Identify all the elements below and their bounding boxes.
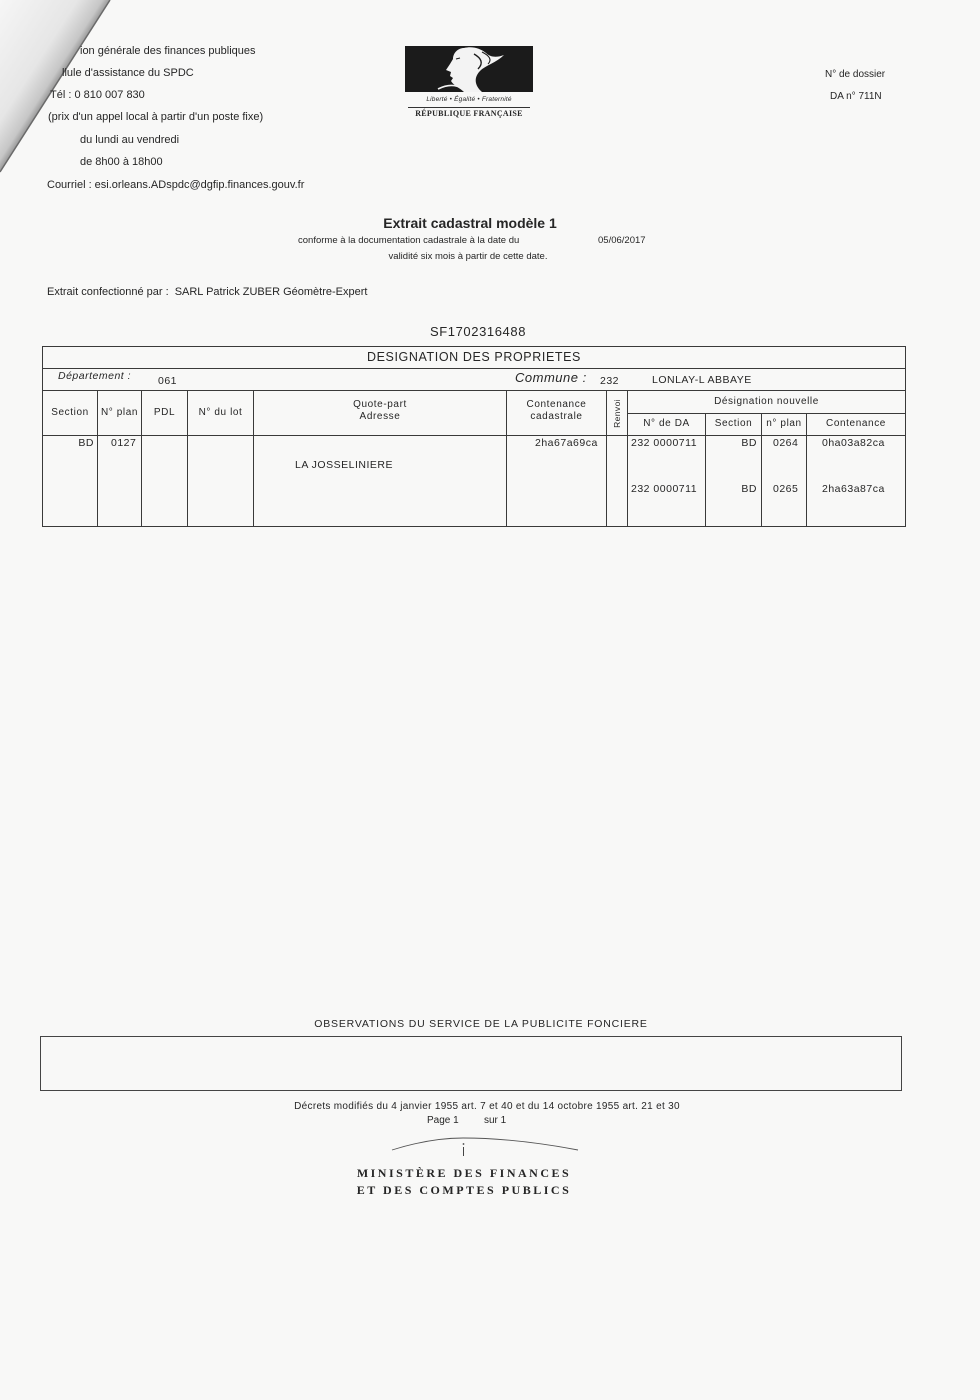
new-parcel-plan: 0265 <box>773 483 799 495</box>
new-parcel-plan: 0264 <box>773 437 799 449</box>
table-rule <box>43 368 905 369</box>
new-parcel-contenance: 0ha03a82ca <box>822 437 885 449</box>
page-number: Page 1 <box>427 1115 459 1126</box>
col-header-quote-part-label: Quote-part <box>353 398 407 410</box>
property-designation-table <box>42 346 906 527</box>
document-title: Extrait cadastral modèle 1 <box>383 215 557 231</box>
parcel-adresse: LA JOSSELINIERE <box>295 459 393 471</box>
col-header-plan <box>98 391 141 435</box>
admin-line-email: Courriel : esi.orleans.ADspdc@dgfip.finances.gouv.fr <box>47 179 305 191</box>
republique-francaise-logo <box>404 45 534 123</box>
new-parcel-section: BD <box>741 483 757 495</box>
marianne-emblem-icon <box>404 45 534 93</box>
col-header-new-plan <box>762 414 806 435</box>
col-header-new-plan-label: n° plan <box>766 418 802 430</box>
extract-reference: SF1702316488 <box>429 324 527 339</box>
dossier-number: DA n° 711N <box>830 91 882 102</box>
admin-line-unit: llule d'assistance du SPDC <box>62 67 194 79</box>
ministry-ornament-icon <box>385 1132 585 1162</box>
new-parcel-contenance: 2ha63a87ca <box>822 483 885 495</box>
observations-title: OBSERVATIONS DU SERVICE DE LA PUBLICITE FONCIERE <box>314 1018 648 1030</box>
ministry-name-line1: MINISTÈRE DES FINANCES <box>356 1166 572 1180</box>
table-caption: DESIGNATION DES PROPRIETES <box>366 349 581 364</box>
col-header-section-label: Section <box>51 406 89 418</box>
parcel-section: BD <box>78 437 94 449</box>
col-header-new-contenance <box>807 414 905 435</box>
admin-line-phone-price: (prix d'un appel local à partir d'un poste fixe) <box>48 111 264 123</box>
conformity-date: 05/06/2017 <box>598 235 646 246</box>
commune-label: Commune : <box>515 370 587 385</box>
col-header-new-contenance-label: Contenance <box>826 418 886 430</box>
admin-line-directorate: ion générale des finances publiques <box>80 45 256 57</box>
col-header-new-da-label: N° de DA <box>643 418 690 430</box>
col-header-new-da <box>628 414 705 435</box>
admin-line-days: du lundi au vendredi <box>80 134 180 146</box>
parcel-contenance: 2ha67a69ca <box>535 437 598 449</box>
commune-code: 232 <box>600 375 620 387</box>
validity-text: validité six mois à partir de cette date. <box>388 251 548 262</box>
col-header-adresse-label: Adresse <box>359 411 401 422</box>
col-header-quote-part-adresse <box>254 391 506 431</box>
new-parcel-da: 232 0000711 <box>631 437 698 449</box>
made-by-value: SARL Patrick ZUBER Géomètre-Expert <box>174 286 368 298</box>
col-header-renvoi-label: Renvoi <box>611 398 622 428</box>
col-header-renvoi <box>607 391 627 435</box>
departement-label: Département : <box>58 370 132 382</box>
col-header-new-designation <box>628 391 905 413</box>
table-rule <box>43 435 905 436</box>
page-total: sur 1 <box>484 1115 507 1126</box>
logo-motto: Liberté • Égalité • Fraternité <box>426 96 512 103</box>
col-header-new-section-label: Section <box>714 418 753 430</box>
made-by-line <box>47 286 367 299</box>
admin-line-phone: Tél : 0 810 007 830 <box>50 89 145 101</box>
col-header-section <box>43 391 97 435</box>
col-header-pdl <box>142 391 187 435</box>
new-parcel-da: 232 0000711 <box>631 483 698 495</box>
logo-name: RÉPUBLIQUE FRANÇAISE <box>415 109 523 118</box>
col-header-new-designation-label: Désignation nouvelle <box>714 395 819 407</box>
observations-box <box>40 1036 902 1091</box>
commune-name: LONLAY-L ABBAYE <box>652 374 752 386</box>
col-header-plan-label: N° plan <box>100 406 139 418</box>
col-header-lot <box>188 391 253 435</box>
col-header-lot-label: N° du lot <box>198 406 243 418</box>
made-by-label: Extrait confectionné par : <box>47 286 169 298</box>
ministry-name-line2: ET DES COMPTES PUBLICS <box>356 1183 572 1197</box>
conformity-text: conforme à la documentation cadastrale à la date du <box>298 235 520 246</box>
dossier-label: N° de dossier <box>825 69 886 80</box>
col-header-pdl-label: PDL <box>153 406 176 418</box>
col-header-cadastrale-label: cadastrale <box>530 411 583 422</box>
col-header-new-section <box>706 414 761 435</box>
logo-divider <box>408 107 530 108</box>
new-parcel-section: BD <box>741 437 757 449</box>
col-header-contenance-label: Contenance <box>526 398 587 410</box>
admin-line-hours: de 8h00 à 18h00 <box>80 156 163 168</box>
col-header-contenance <box>507 391 606 431</box>
departement-code: 061 <box>158 375 178 387</box>
decrees-reference: Décrets modifiés du 4 janvier 1955 art. 7 et 40 et du 14 octobre 1955 art. 21 et 30 <box>294 1101 680 1112</box>
parcel-plan: 0127 <box>111 437 137 449</box>
